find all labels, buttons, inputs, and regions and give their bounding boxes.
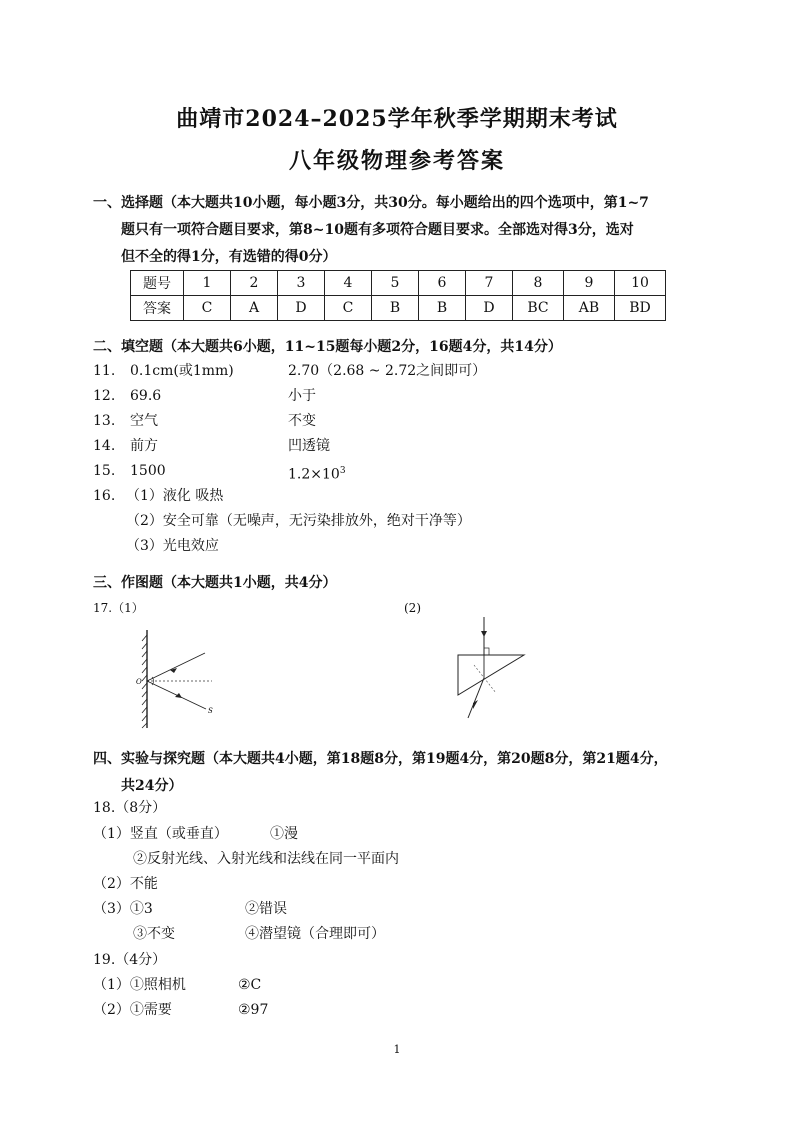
- table-cell: 9: [564, 271, 615, 296]
- q11-answer-b: 2.70（2.68 ~ 2.72之间即可）: [288, 363, 487, 379]
- q19-line: （2）①需要: [93, 1002, 172, 1018]
- q13-answer-a: 空气: [130, 413, 158, 429]
- table-cell: B: [419, 296, 466, 321]
- section1-heading-line: 一、选择题（本大题共10小题，每小题3分，共30分。每小题给出的四个选项中，第1~7: [93, 195, 649, 211]
- q18-line: ①漫: [270, 826, 298, 842]
- choice-answer-table: [130, 270, 666, 321]
- q15-exponent: 3: [339, 466, 346, 476]
- q18-line: （2）不能: [93, 876, 158, 892]
- q13-answer-b: 不变: [288, 413, 316, 429]
- q16-number: 16.: [93, 488, 116, 504]
- section1-heading-line: 但不全的得1分，有选错的得0分）: [121, 249, 337, 265]
- q17-label-2: (2): [404, 601, 421, 615]
- table-cell: 2: [231, 271, 278, 296]
- q13-number: 13.: [93, 413, 116, 429]
- table-cell: C: [184, 296, 231, 321]
- table-cell: 5: [372, 271, 419, 296]
- q19-line: ②97: [238, 1002, 269, 1018]
- q16-line: （1）液化 吸热: [126, 488, 224, 504]
- exam-subtitle: 八年级物理参考答案: [288, 148, 505, 174]
- q19-line: ②C: [238, 977, 262, 993]
- q18-line: （3）①3: [93, 901, 153, 917]
- point-s-label: S: [208, 707, 213, 715]
- q16-line: （3）光电效应: [126, 538, 219, 554]
- q15-number: 15.: [93, 463, 116, 479]
- q19-title: 19.（4分）: [93, 952, 167, 968]
- table-cell: 8: [513, 271, 564, 296]
- section4-heading: [93, 746, 713, 800]
- q15-answer-b-base: 1.2×10: [288, 466, 340, 483]
- table-cell: B: [372, 296, 419, 321]
- section1-heading: [93, 190, 713, 271]
- table-cell: D: [278, 296, 325, 321]
- section1-heading-line: 题只有一项符合题目要求，第8~10题有多项符合题目要求。全部选对得3分，选对: [121, 222, 634, 238]
- table-cell: 1: [184, 271, 231, 296]
- q12-number: 12.: [93, 388, 116, 404]
- q14-number: 14.: [93, 438, 116, 454]
- section3-heading: 三、作图题（本大题共1小题，共4分）: [93, 575, 337, 591]
- table-cell: BC: [513, 296, 564, 321]
- table-cell: 3: [278, 271, 325, 296]
- q18-line: ②反射光线、入射光线和法线在同一平面内: [133, 851, 399, 867]
- q16-line: （2）安全可靠（无噪声，无污染排放外，绝对干净等）: [126, 513, 471, 529]
- table-cell: 6: [419, 271, 466, 296]
- q14-answer-b: 凹透镜: [288, 438, 330, 454]
- section4-heading-line: 共24分）: [121, 778, 183, 794]
- q11-answer-a: 0.1cm(或1mm): [130, 363, 234, 379]
- q17-label-1: 17.（1）: [93, 601, 144, 615]
- q18-line: （1）竖直（或垂直）: [93, 826, 228, 842]
- table-cell: AB: [564, 296, 615, 321]
- mirror-reflection-diagram: [130, 625, 230, 735]
- table-cell: C: [325, 296, 372, 321]
- table-cell: 10: [615, 271, 666, 296]
- q12-answer-a: 69.6: [130, 388, 162, 404]
- q12-answer-b: 小于: [288, 388, 316, 404]
- q18-line: ②错误: [245, 901, 287, 917]
- q18-title: 18.（8分）: [93, 800, 167, 816]
- q18-line: ③不变: [133, 926, 175, 942]
- table-row: [131, 271, 666, 296]
- row-label: 题号: [131, 271, 184, 296]
- table-cell: A: [231, 296, 278, 321]
- q18-line: ④潜望镜（合理即可）: [245, 926, 385, 942]
- section2-heading: 二、填空题（本大题共6小题，11~15题每小题2分，16题4分，共14分）: [93, 339, 562, 355]
- prism-refraction-diagram: [448, 615, 538, 720]
- exam-title: 曲靖市2024–2025学年秋季学期期末考试: [176, 106, 618, 132]
- table-cell: 7: [466, 271, 513, 296]
- table-cell: 4: [325, 271, 372, 296]
- row-label: 答案: [131, 296, 184, 321]
- q19-line: （1）①照相机: [93, 977, 186, 993]
- table-cell: BD: [615, 296, 666, 321]
- q11-number: 11.: [93, 363, 116, 379]
- q14-answer-a: 前方: [130, 438, 158, 454]
- table-row: [131, 296, 666, 321]
- point-o-label: O: [136, 678, 142, 686]
- section4-heading-line: 四、实验与探究题（本大题共4小题，第18题8分，第19题4分，第20题8分，第21题4分，: [93, 751, 668, 767]
- page-number: 1: [393, 1043, 401, 1056]
- q15-answer-b: [288, 460, 346, 486]
- q15-answer-a: 1500: [130, 463, 166, 479]
- table-cell: D: [466, 296, 513, 321]
